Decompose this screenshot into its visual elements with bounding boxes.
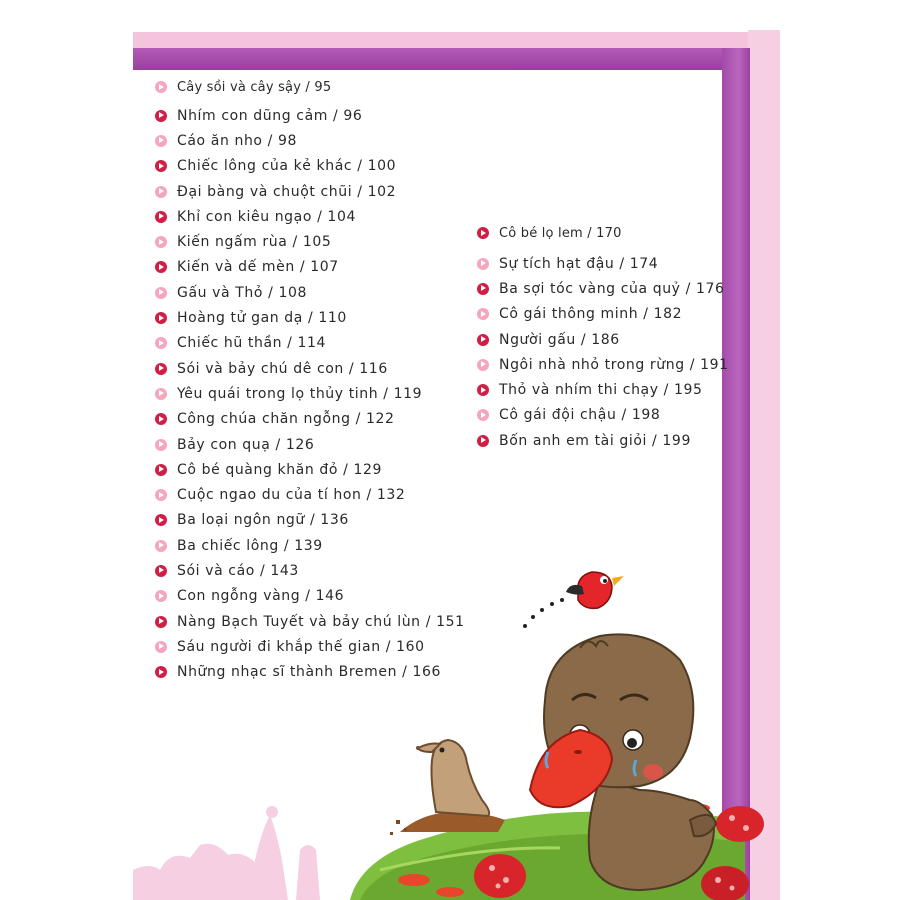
play-bullet-icon bbox=[155, 160, 167, 172]
play-bullet-icon bbox=[477, 308, 489, 320]
play-bullet-icon bbox=[155, 616, 167, 628]
toc-entry[interactable] bbox=[155, 407, 465, 432]
play-bullet-icon bbox=[155, 186, 167, 198]
toc-entry-label: Cô gái đội chậu / 198 bbox=[499, 407, 661, 424]
toc-entry[interactable] bbox=[155, 533, 465, 558]
toc-entry[interactable] bbox=[155, 103, 465, 128]
play-bullet-icon bbox=[477, 359, 489, 371]
toc-entry-label: Cô bé quàng khăn đỏ / 129 bbox=[177, 461, 382, 478]
toc-entry-label: Ngôi nhà nhỏ trong rừng / 191 bbox=[499, 356, 729, 373]
play-bullet-icon bbox=[155, 388, 167, 400]
toc-entry-label: Ba chiếc lông / 139 bbox=[177, 537, 323, 554]
play-bullet-icon bbox=[155, 666, 167, 678]
toc-entry-label: Sáu người đi khắp thế gian / 160 bbox=[177, 638, 425, 655]
toc-right-column bbox=[477, 222, 729, 453]
toc-entry[interactable] bbox=[477, 377, 729, 402]
toc-entry-label: Cuộc ngao du của tí hon / 132 bbox=[177, 487, 406, 504]
play-bullet-icon bbox=[155, 135, 167, 147]
play-bullet-icon bbox=[477, 258, 489, 270]
toc-entry[interactable] bbox=[155, 584, 465, 609]
toc-entry[interactable] bbox=[155, 305, 465, 330]
toc-entry-label: Yêu quái trong lọ thủy tinh / 119 bbox=[177, 385, 423, 402]
toc-entry[interactable] bbox=[155, 204, 465, 229]
toc-entry[interactable] bbox=[155, 558, 465, 583]
toc-entry[interactable] bbox=[477, 352, 729, 377]
toc-entry-label: Thỏ và nhím thi chạy / 195 bbox=[499, 382, 703, 399]
toc-entry[interactable] bbox=[477, 327, 729, 352]
play-bullet-icon bbox=[155, 110, 167, 122]
toc-entry[interactable] bbox=[155, 660, 465, 685]
toc-entry-label: Khỉ con kiêu ngạo / 104 bbox=[177, 208, 356, 225]
toc-entry-label: Nhím con dũng cảm / 96 bbox=[177, 107, 363, 124]
toc-entry-label: Cáo ăn nho / 98 bbox=[177, 132, 298, 149]
toc-entry[interactable] bbox=[155, 609, 465, 634]
toc-entry-label: Hoàng tử gan dạ / 110 bbox=[177, 310, 347, 327]
toc-entry[interactable] bbox=[477, 251, 729, 276]
play-bullet-icon bbox=[155, 590, 167, 602]
red-bird bbox=[523, 572, 624, 628]
play-bullet-icon bbox=[155, 236, 167, 248]
pink-silhouettes bbox=[133, 806, 320, 900]
toc-entry[interactable] bbox=[477, 428, 729, 453]
play-bullet-icon bbox=[477, 409, 489, 421]
play-bullet-icon bbox=[155, 81, 167, 93]
play-bullet-icon bbox=[155, 211, 167, 223]
play-bullet-icon bbox=[155, 514, 167, 526]
toc-entry[interactable] bbox=[155, 331, 465, 356]
toc-entry[interactable] bbox=[155, 381, 465, 406]
toc-entry-label: Bốn anh em tài giỏi / 199 bbox=[499, 432, 691, 449]
toc-entry-label: Cô gái thông minh / 182 bbox=[499, 306, 683, 323]
toc-entry[interactable] bbox=[477, 222, 729, 244]
toc-entry-label: Ba loại ngôn ngữ / 136 bbox=[177, 512, 349, 529]
toc-entry-label: Công chúa chăn ngỗng / 122 bbox=[177, 411, 395, 428]
play-bullet-icon bbox=[477, 283, 489, 295]
mole bbox=[390, 740, 505, 835]
toc-entry[interactable] bbox=[155, 128, 465, 153]
toc-entry[interactable] bbox=[155, 508, 465, 533]
play-bullet-icon bbox=[155, 439, 167, 451]
toc-entry-label: Đại bàng và chuột chũi / 102 bbox=[177, 183, 397, 200]
play-bullet-icon bbox=[155, 413, 167, 425]
toc-entry[interactable] bbox=[477, 276, 729, 301]
toc-entry[interactable] bbox=[477, 403, 729, 428]
toc-entry[interactable] bbox=[155, 432, 465, 457]
toc-entry[interactable] bbox=[155, 255, 465, 280]
play-bullet-icon bbox=[155, 464, 167, 476]
play-bullet-icon bbox=[477, 384, 489, 396]
toc-entry-label: Cô bé lọ lem / 170 bbox=[499, 225, 622, 241]
toc-entry-label: Những nhạc sĩ thành Bremen / 166 bbox=[177, 664, 442, 681]
toc-entry[interactable] bbox=[155, 179, 465, 204]
toc-entry-label: Ba sợi tóc vàng của quỷ / 176 bbox=[499, 280, 725, 297]
toc-entry[interactable] bbox=[155, 280, 465, 305]
play-bullet-icon bbox=[155, 489, 167, 501]
toc-entry-label: Chiếc hũ thần / 114 bbox=[177, 335, 327, 352]
play-bullet-icon bbox=[155, 312, 167, 324]
toc-entry[interactable] bbox=[155, 76, 465, 98]
toc-entry-label: Bảy con quạ / 126 bbox=[177, 436, 315, 453]
play-bullet-icon bbox=[155, 641, 167, 653]
toc-entry-label: Con ngỗng vàng / 146 bbox=[177, 588, 345, 605]
toc-entry-label: Sói và cáo / 143 bbox=[177, 562, 299, 579]
play-bullet-icon bbox=[477, 435, 489, 447]
toc-left-column bbox=[155, 76, 465, 685]
toc-entry[interactable] bbox=[155, 229, 465, 254]
toc-entry[interactable] bbox=[155, 482, 465, 507]
toc-entry[interactable] bbox=[155, 634, 465, 659]
toc-entry-label: Cây sồi và cây sậy / 95 bbox=[177, 79, 332, 95]
toc-entry-label: Sự tích hạt đậu / 174 bbox=[499, 255, 659, 272]
toc-entry-label: Gấu và Thỏ / 108 bbox=[177, 284, 307, 301]
toc-entry[interactable] bbox=[155, 457, 465, 482]
play-bullet-icon bbox=[155, 337, 167, 349]
play-bullet-icon bbox=[155, 540, 167, 552]
play-bullet-icon bbox=[155, 363, 167, 375]
toc-entry[interactable] bbox=[477, 302, 729, 327]
play-bullet-icon bbox=[155, 261, 167, 273]
toc-entry-label: Sói và bảy chú dê con / 116 bbox=[177, 360, 388, 377]
play-bullet-icon bbox=[477, 227, 489, 239]
play-bullet-icon bbox=[477, 334, 489, 346]
play-bullet-icon bbox=[155, 565, 167, 577]
toc-entry-label: Người gấu / 186 bbox=[499, 331, 620, 348]
toc-entry-label: Chiếc lông của kẻ khác / 100 bbox=[177, 158, 397, 175]
play-bullet-icon bbox=[155, 287, 167, 299]
toc-entry-label: Kiến và dế mèn / 107 bbox=[177, 259, 339, 276]
toc-entry[interactable] bbox=[155, 154, 465, 179]
toc-entry-label: Nàng Bạch Tuyết và bảy chú lùn / 151 bbox=[177, 613, 465, 630]
toc-entry-label: Kiến ngấm rùa / 105 bbox=[177, 234, 332, 251]
toc-entry[interactable] bbox=[155, 356, 465, 381]
